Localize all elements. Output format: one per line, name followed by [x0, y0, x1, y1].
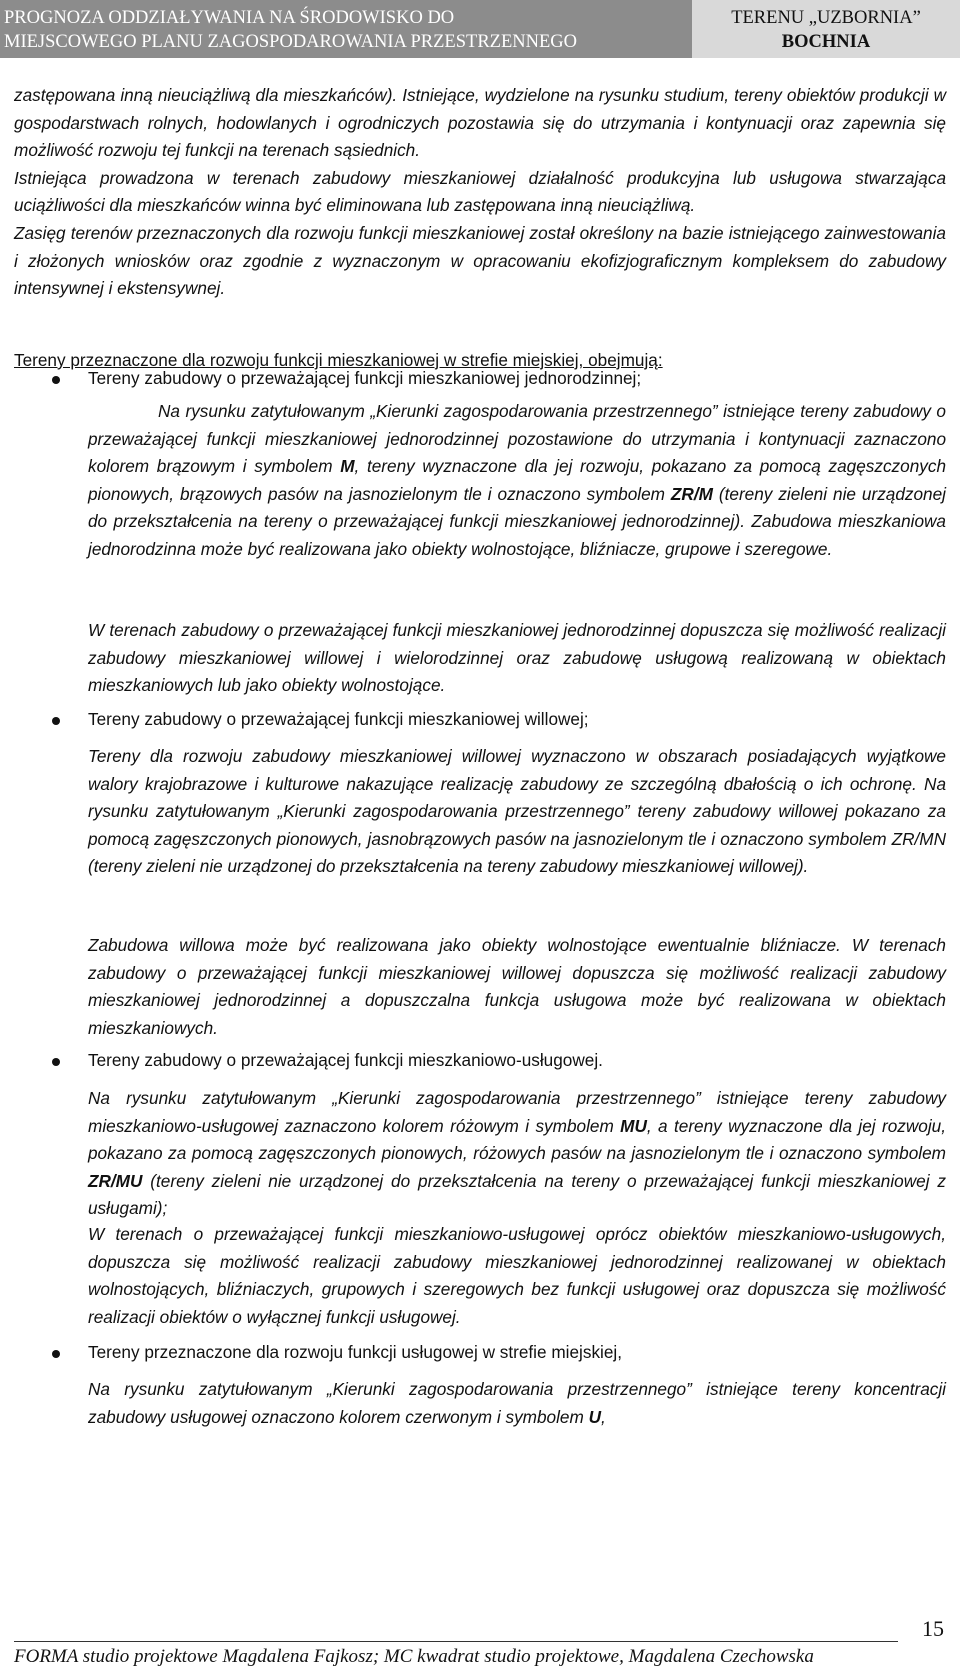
list-item-2-label: Tereny zabudowy o przeważającej funkcji mieszkaniowej willowej; [88, 709, 589, 729]
item-4-paragraph-1 [88, 1376, 946, 1431]
intro-paragraph-2: Istniejąca prowadzona w terenach zabudowy mieszkaniowej działalność produkcyjna lub usługowa stwarzająca uciążliwości dla mieszkańców winna być eliminowana lub zastępowana inną nieuciążliwą. [14, 167, 946, 216]
item-3-paragraph-2: W terenach o przeważającej funkcji mieszkaniowo-usługowej oprócz obiektów mieszkaniowo-usługowych, dopuszcza się możliwość realizacji zabudowy mieszkaniowej jednorodzinnej realizowanej w obiektach wolnostojących, bliźniaczych, grupowych i szeregowych bez funkcji usługowej oraz dopuszcza się możliwość realizacji obiektów o wyłącznej funkcji usługowej. [88, 1224, 946, 1327]
header-location-line-2: BOCHNIA [781, 32, 871, 52]
symbol-m: M [340, 456, 355, 477]
bullet-icon [52, 1350, 60, 1358]
list-item-4 [88, 1339, 946, 1367]
list-item-3 [88, 1047, 946, 1075]
page-number: 15 [922, 1616, 944, 1641]
item-3-text-a: Na rysunku zatytułowanym „Kierunki zagospodarowania przestrzennego” istniejące tereny zabudowy mieszkaniowo-usługowej zaznaczono kolorem różowym i symbolem [88, 1088, 946, 1136]
header-title-line-1: PROGNOZA ODDZIAŁYWANIA NA ŚRODOWISKO DO [4, 8, 455, 28]
item-3-text-c: (tereny zieleni nie urządzonej do przekształcenia na tereny o przeważającej funkcji mieszkaniowej z usługami); [88, 1170, 946, 1219]
symbol-zr-mu: ZR/MU [88, 1170, 143, 1191]
item-4-text-a: Na rysunku zatytułowanym „Kierunki zagospodarowania przestrzennego” istniejące tereny koncentracji zabudowy usługowej oznaczono kolorem czerwonym i symbolem [88, 1379, 946, 1427]
item-3-paragraph-1 [88, 1085, 946, 1223]
bullet-icon [52, 717, 60, 725]
list-item-1-label: Tereny zabudowy o przeważającej funkcji mieszkaniowej jednorodzinnej; [88, 368, 642, 388]
symbol-u: U [588, 1406, 601, 1427]
item-1-text-b: , tereny wyznaczone dla jej rozwoju, pokazano za pomocą zagęszczonych pionowych, brązowych pasów na jasnozielonym tle i oznaczono symbolem [88, 456, 947, 504]
footer-divider [14, 1641, 898, 1642]
header-location [692, 0, 960, 58]
page-header [0, 0, 960, 58]
bullet-icon [52, 1058, 60, 1066]
item-1-text-a: Na rysunku zatytułowanym „Kierunki zagospodarowania przestrzennego” istniejące tereny zabudowy o przeważającej funkcji mieszkaniowej jednorodzinnej pozostawione do utrzymania i kontynuacji zaznaczono kolorem brązowym i symbolem [88, 401, 946, 477]
list-item-1 [88, 365, 946, 393]
symbol-mu: MU [620, 1115, 647, 1136]
intro-text [14, 82, 946, 303]
header-document-title [0, 0, 692, 58]
header-title-line-2: MIEJSCOWEGO PLANU ZAGOSPODAROWANIA PRZESTRZENNEGO [4, 32, 577, 52]
symbol-zr-m: ZR/M [670, 483, 713, 504]
bullet-icon [52, 376, 60, 384]
list-item-2 [88, 706, 946, 734]
item-1-paragraph-2: W terenach zabudowy o przeważającej funkcji mieszkaniowej jednorodzinnej dopuszcza się możliwość realizacji zabudowy mieszkaniowej willowej i wielorodzinnej oraz zabudowę usługową realizowaną w obiektach mieszkaniowych lub jako obiekty wolnostojące. [88, 620, 946, 696]
header-location-line-1: TERENU „UZBORNIA” [731, 8, 921, 28]
item-1-paragraph-1 [88, 398, 946, 564]
item-2-paragraph-2: Zabudowa willowa może być realizowana jako obiekty wolnostojące ewentualnie bliźniacze. W terenach zabudowy o przeważającej funkcji mieszkaniowej willowej dopuszcza się możliwość realizacji zabudowy mieszkaniowej jednorodzinnej a dopuszczalna funkcja usługowa może być realizowana w obiektach mieszkaniowych. [88, 935, 946, 1038]
section-heading: Tereny przeznaczone dla rozwoju funkcji mieszkaniowej w strefie miejskiej, obejmują: [14, 350, 663, 370]
list-item-3-label: Tereny zabudowy o przeważającej funkcji mieszkaniowo-usługowej. [88, 1050, 603, 1070]
list-item-4-label: Tereny przeznaczone dla rozwoju funkcji usługowej w strefie miejskiej, [88, 1342, 623, 1362]
item-4-text-b: , [601, 1406, 606, 1427]
item-2-paragraph-1: Tereny dla rozwoju zabudowy mieszkaniowej willowej wyznaczono w obszarach posiadających wyjątkowe walory krajobrazowe i kulturowe nakazujące realizację zabudowy ze szczególną dbałością o ich ochronę. Na rysunku zatytułowanym „Kierunki zagospodarowania przestrzennego” tereny zabudowy willowej pokazano za pomocą zagęszczonych pionowych, jasnobrązowych pasów na jasnozielonym tle i oznaczono symbolem ZR/MN (tereny zieleni nie urządzonej do przekształcenia na tereny zabudowy mieszkaniowej willowej). [88, 746, 946, 877]
footer-credits: FORMA studio projektowe Magdalena Fajkosz; MC kwadrat studio projektowe, Magdalena Czechowska [14, 1646, 814, 1667]
intro-paragraph-1: zastępowana inną nieuciążliwą dla mieszkańców). Istniejące, wydzielone na rysunku studium, tereny obiektów produkcji w gospodarstwach rolnych, hodowlanych i ogrodniczych pozostawia się do utrzymania i kontynuacji oraz zapewnia się możliwość rozwoju tej funkcji na terenach sąsiednich. [14, 85, 946, 161]
item-3-text-b: , a tereny wyznaczone dla jej rozwoju, pokazano za pomocą zagęszczonych pionowych, różowych pasów na jasnozielonym tle i oznaczono symbolem [88, 1115, 946, 1164]
intro-paragraph-3: Zasięg terenów przeznaczonych dla rozwoju funkcji mieszkaniowej został określony na bazie istniejącego zainwestowania i złożonych wniosków oraz zgodnie z wyznaczonym w opracowaniu ekofizjograficznym kompleksem do zabudowy intensywnej i ekstensywnej. [14, 222, 946, 299]
item-1-text-c: (tereny zieleni nie urządzonej do przekształcenia na tereny o przeważającej funkcji mieszkaniowej jednorodzinnej). Zabudowa mieszkaniowa jednorodzinna może być realizowana jako obiekty wolnostojące, bliźniacze, grupowe i szeregowe. [88, 483, 946, 559]
